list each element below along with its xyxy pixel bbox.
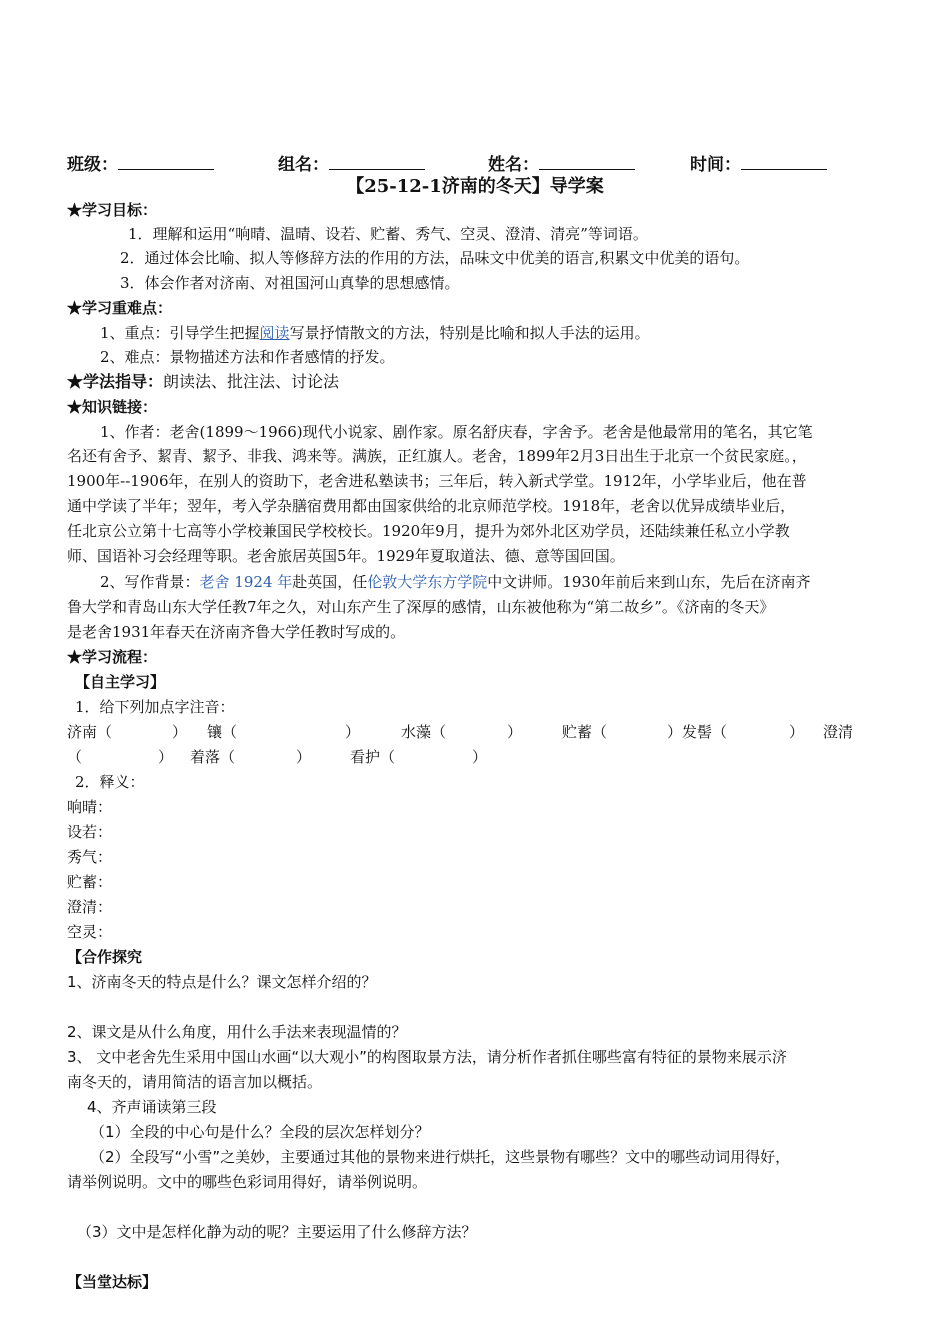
coop-heading: 【合作探究	[67, 948, 143, 966]
objective-item: 3．体会作者对济南、对祖国河山真挚的思想感情。	[120, 274, 460, 292]
term-item: 空灵：	[67, 923, 113, 941]
pinyin-word: ）	[172, 723, 188, 741]
reading-link[interactable]: 阅读	[259, 324, 290, 342]
in-class-heading: 【当堂达标】	[67, 1273, 158, 1291]
group-blank[interactable]	[329, 152, 425, 170]
background-text: 赴英国，任	[292, 573, 368, 591]
pinyin-word: 济南（	[67, 723, 113, 741]
term-item: 秀气：	[67, 848, 113, 866]
laoshe-1924-link[interactable]: 老舍 1924 年	[199, 573, 293, 591]
objectives-heading: ★学习目标：	[67, 201, 158, 219]
keypoints-heading: ★学习重难点：	[67, 299, 173, 317]
pinyin-word: ）	[296, 748, 312, 766]
pinyin-word: 水藻（	[401, 723, 447, 741]
keypoint-text: 写景抒情散文的方法，特别是比喻和拟人手法的运用。	[289, 324, 650, 342]
pinyin-word: ）	[507, 723, 523, 741]
coop-question: 4、齐声诵读第三段	[87, 1098, 217, 1116]
author-line: 任北京公立第十七高等小学校兼国民学校校长。1920年9月，提升为郊外北区劝学员，还陆续兼任私立小学教	[67, 522, 790, 540]
question-definitions: 2．释义：	[75, 773, 145, 791]
class-field	[67, 152, 214, 175]
knowledge-heading: ★知识链接：	[67, 398, 158, 416]
pinyin-word: ）发髻（	[667, 723, 728, 741]
page-title: 【25-12-1济南的冬天】导学案	[346, 176, 604, 197]
author-line: 通中学读了半年；翌年，考入学杂膳宿费用都由国家供给的北京师范学校。1918年，老舍以优异成绩毕业后，	[67, 497, 796, 515]
method-line	[67, 372, 339, 392]
method-heading: ★学法指导：	[67, 372, 164, 391]
class-blank[interactable]	[118, 152, 214, 170]
background-text: 中文讲师。1930年前后来到山东，先后在济南齐	[487, 573, 811, 591]
class-label: 班级：	[67, 155, 118, 175]
method-text: 朗读法、批注法、讨论法	[163, 372, 340, 391]
pinyin-word: 贮蓄（	[562, 723, 608, 741]
group-field	[278, 152, 425, 175]
coop-question: 1、济南冬天的特点是什么？课文怎样介绍的？	[67, 973, 377, 991]
coop-subquestion: （2）全段写“小雪”之美妙，主要通过其他的景物来进行烘托，这些景物有哪些？文中的哪些动词用得好，	[90, 1148, 791, 1166]
coop-question: 2、课文是从什么角度，用什么手法来表现温情的？	[67, 1023, 407, 1041]
pinyin-word: ）	[789, 723, 805, 741]
keypoint-text: 1、重点：引导学生把握	[100, 324, 260, 342]
coop-subquestion: （1）全段的中心句是什么？全段的层次怎样划分？	[90, 1123, 430, 1141]
pinyin-word: 着落（	[190, 748, 236, 766]
objective-item: 1．理解和运用“响晴、温晴、设若、贮蓄、秀气、空灵、澄清、清亮”等词语。	[128, 225, 648, 243]
pinyin-word: 镶（	[207, 723, 238, 741]
question-pinyin: 1．给下列加点字注音：	[75, 698, 235, 716]
pinyin-word: 看护（	[350, 748, 396, 766]
process-heading: ★学习流程：	[67, 648, 158, 666]
name-blank[interactable]	[539, 152, 635, 170]
name-label: 姓名：	[488, 155, 539, 175]
pinyin-word: 澄清	[823, 723, 854, 741]
time-field	[690, 152, 827, 175]
pinyin-word: （	[67, 748, 83, 766]
name-field	[488, 152, 635, 175]
group-label: 组名：	[278, 155, 329, 175]
keypoint-item	[100, 323, 650, 343]
keypoint-item: 2、难点：景物描述方法和作者感情的抒发。	[100, 348, 395, 366]
author-line: 1、作者：老舍(1899～1966)现代小说家、剧作家。原名舒庆春，字舍予。老舍是他最常用的笔名，其它笔	[100, 423, 813, 441]
author-line: 1900年--1906年，在别人的资助下，老舍进私塾读书；三年后，转入新式学堂。1912年，小学毕业后，他在普	[67, 472, 807, 490]
background-text: 2、写作背景：	[100, 573, 200, 591]
time-label: 时间：	[690, 155, 741, 175]
pinyin-word: ）	[472, 748, 488, 766]
coop-question: 3、 文中老舍先生采用中国山水画“以大观小”的构图取景方法，请分析作者抓住哪些富有特征的景物来展示济	[67, 1048, 787, 1066]
term-item: 贮蓄：	[67, 873, 113, 891]
author-line: 名还有舍予、絜青、絜予、非我、鸿来等。满族，正红旗人。老舍，1899年2月3日出生于北京一个贫民家庭。，	[67, 447, 807, 465]
background-line: 是老舍1931年春天在济南齐鲁大学任教时写成的。	[67, 623, 406, 641]
background-line	[100, 572, 810, 592]
self-study-heading: 【自主学习】	[75, 673, 166, 691]
time-blank[interactable]	[741, 152, 827, 170]
coop-question: 南冬天的，请用简洁的语言加以概括。	[67, 1073, 323, 1091]
pinyin-word: ）	[158, 748, 174, 766]
coop-subquestion: 请举例说明。文中的哪些色彩词用得好，请举例说明。	[67, 1173, 428, 1191]
term-item: 澄清：	[67, 898, 113, 916]
author-line: 师、国语补习会经理等职。老舍旅居英国5年。1929年夏取道法、德、意等国回国。	[67, 547, 625, 565]
term-item: 设若：	[67, 823, 113, 841]
coop-subquestion: （3）文中是怎样化静为动的呢？主要运用了什么修辞方法？	[77, 1223, 477, 1241]
background-line: 鲁大学和青岛山东大学任教7年之久，对山东产生了深厚的感情，山东被他称为“第二故乡”。《济南的冬天》	[67, 598, 775, 616]
london-university-link[interactable]: 伦敦大学东方学院	[367, 573, 488, 591]
term-item: 响晴：	[67, 798, 113, 816]
objective-item: 2．通过体会比喻、拟人等修辞方法的作用的方法，品味文中优美的语言,积累文中优美的语句。	[120, 249, 750, 267]
pinyin-word: ）	[345, 723, 361, 741]
